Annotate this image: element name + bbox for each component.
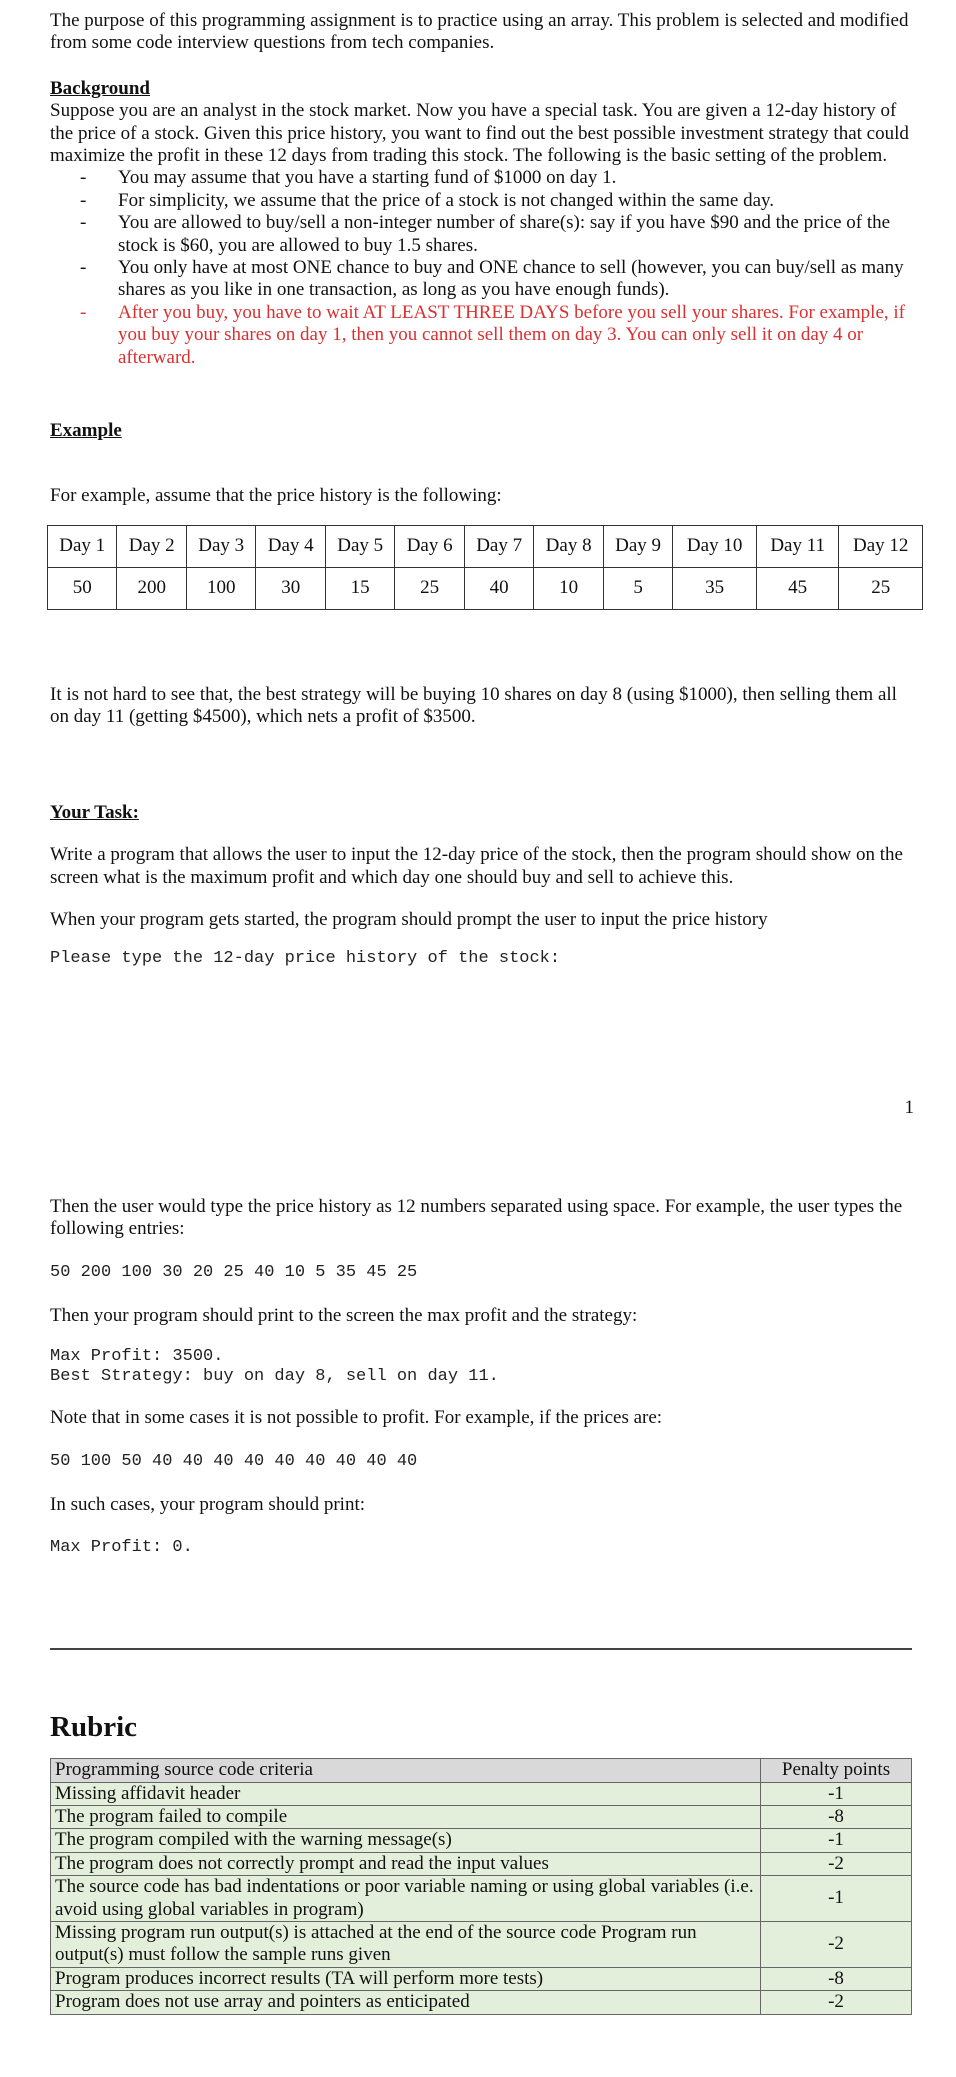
day-header: Day 12 <box>839 525 923 567</box>
page-number: 1 <box>904 1097 914 1118</box>
rubric-row <box>51 1967 912 1990</box>
sample-input-code: 50 200 100 30 20 25 40 10 5 35 45 25 <box>50 1262 418 1282</box>
days-row <box>48 525 923 567</box>
rubric-row <box>51 1852 912 1875</box>
penalty-cell: -1 <box>761 1782 912 1805</box>
task-heading: Your Task: <box>50 801 139 823</box>
price-cell: 10 <box>534 567 603 609</box>
document-page <box>50 10 915 2013</box>
criteria-cell: Missing program run output(s) is attached at the end of the source code Program run output(s) must follow the sample runs given <box>51 1922 761 1968</box>
price-cell: 45 <box>756 567 839 609</box>
rubric-row <box>51 1876 912 1922</box>
prompt-code: Please type the 12-day price history of the stock: <box>50 949 561 969</box>
task-paragraph: Write a program that allows the user to input the 12-day price of the stock, then the program should show on the screen what is the maximum profit and which day one should buy and sell to achieve this. <box>50 844 903 888</box>
rules-list <box>50 167 915 369</box>
criteria-cell: Missing affidavit header <box>51 1782 761 1805</box>
penalty-cell: -1 <box>761 1829 912 1852</box>
day-header: Day 4 <box>256 525 325 567</box>
day-header: Day 5 <box>325 525 394 567</box>
criteria-cell: The program compiled with the warning message(s) <box>51 1829 761 1852</box>
rule-item: - You only have at most ONE chance to buy and ONE chance to sell (however, you can buy/sell as many shares as you like in one transaction, as long as you have enough funds). <box>50 257 915 302</box>
rubric-table <box>50 1758 912 2014</box>
rubric-row <box>51 1782 912 1805</box>
rubric-title: Rubric <box>50 1711 137 1743</box>
rubric-section <box>50 1710 915 2015</box>
price-history-table <box>47 525 923 610</box>
section-divider <box>50 1648 912 1650</box>
penalty-column-header: Penalty points <box>761 1759 912 1782</box>
price-cell: 50 <box>48 567 117 609</box>
no-profit-output-paragraph: In such cases, your program should print: <box>50 1493 366 1515</box>
price-cell: 15 <box>325 567 394 609</box>
rule-item: - You may assume that you have a starting fund of $1000 on day 1. <box>50 167 915 189</box>
rule-item: - You are allowed to buy/sell a non-integer number of share(s): say if you have $90 and the price of the stock is $60, you are allowed to buy 1.5 shares. <box>50 212 915 257</box>
penalty-cell: -2 <box>761 1991 912 2014</box>
rubric-row <box>51 1922 912 1968</box>
no-profit-paragraph: Note that in some cases it is not possible to profit. For example, if the prices are: <box>50 1407 663 1429</box>
prices-row <box>48 567 923 609</box>
penalty-cell: -8 <box>761 1806 912 1829</box>
price-cell: 30 <box>256 567 325 609</box>
criteria-cell: Program produces incorrect results (TA will perform more tests) <box>51 1967 761 1990</box>
price-cell: 40 <box>464 567 533 609</box>
rubric-header-row <box>51 1759 912 1782</box>
criteria-cell: The program failed to compile <box>51 1806 761 1829</box>
price-cell: 200 <box>117 567 186 609</box>
day-header: Day 2 <box>117 525 186 567</box>
rubric-row <box>51 1991 912 2014</box>
background-paragraph: Suppose you are an analyst in the stock market. Now you have a special task. You are given a 12-day history of the price of a stock. Given this price history, you want to find out the best possible investment strategy that could maximize the profit in these 12 days from trading this stock. The following is the basic setting of the problem. <box>50 100 909 167</box>
example-intro: For example, assume that the price history is the following: <box>50 484 502 506</box>
penalty-cell: -2 <box>761 1922 912 1968</box>
criteria-cell: The program does not correctly prompt and read the input values <box>51 1852 761 1875</box>
sample-output-line: Max Profit: 3500. <box>50 1347 224 1367</box>
penalty-cell: -8 <box>761 1967 912 1990</box>
rubric-row <box>51 1806 912 1829</box>
task-prompt-paragraph: When your program gets started, the program should prompt the user to input the price history <box>50 908 768 930</box>
sample-input-code: 50 100 50 40 40 40 40 40 40 40 40 40 <box>50 1451 418 1471</box>
example-explanation: It is not hard to see that, the best strategy will be buying 10 shares on day 8 (using $1000), then selling them all on day 11 (getting $4500), which nets a profit of $3500. <box>50 683 897 728</box>
price-cell: 35 <box>673 567 757 609</box>
penalty-cell: -1 <box>761 1876 912 1922</box>
day-header: Day 9 <box>603 525 672 567</box>
sample-output-line: Best Strategy: buy on day 8, sell on day 11. <box>50 1367 499 1387</box>
rule-item-highlighted: - After you buy, you have to wait AT LEAST THREE DAYS before you sell your shares. For example, if you buy your shares on day 1, then you cannot sell them on day 3. You can only sell it on day 4 or afterward. <box>50 302 915 369</box>
day-header: Day 3 <box>186 525 255 567</box>
price-cell: 25 <box>395 567 464 609</box>
day-header: Day 6 <box>395 525 464 567</box>
day-header: Day 7 <box>464 525 533 567</box>
example-heading: Example <box>50 420 122 442</box>
day-header: Day 1 <box>48 525 117 567</box>
output-paragraph: Then your program should print to the screen the max profit and the strategy: <box>50 1304 638 1326</box>
page-2-content <box>50 1196 915 1558</box>
background-heading: Background <box>50 77 150 99</box>
penalty-cell: -2 <box>761 1852 912 1875</box>
criteria-cell: Program does not use array and pointers as enticipated <box>51 1991 761 2014</box>
criteria-column-header: Programming source code criteria <box>51 1759 761 1782</box>
price-cell: 5 <box>603 567 672 609</box>
day-header: Day 10 <box>673 525 757 567</box>
rubric-row <box>51 1829 912 1852</box>
price-cell: 25 <box>839 567 923 609</box>
rule-item: - For simplicity, we assume that the price of a stock is not changed within the same day. <box>50 190 915 212</box>
sample-output-line: Max Profit: 0. <box>50 1538 193 1558</box>
day-header: Day 11 <box>756 525 839 567</box>
price-cell: 100 <box>186 567 255 609</box>
day-header: Day 8 <box>534 525 603 567</box>
intro-paragraph: The purpose of this programming assignment is to practice using an array. This problem is selected and modified from some code interview questions from tech companies. <box>50 10 909 54</box>
input-paragraph: Then the user would type the price history as 12 numbers separated using space. For example, the user types the following entries: <box>50 1196 903 1240</box>
criteria-cell: The source code has bad indentations or poor variable naming or using global variables (i.e. avoid using global variables in program) <box>51 1876 761 1922</box>
